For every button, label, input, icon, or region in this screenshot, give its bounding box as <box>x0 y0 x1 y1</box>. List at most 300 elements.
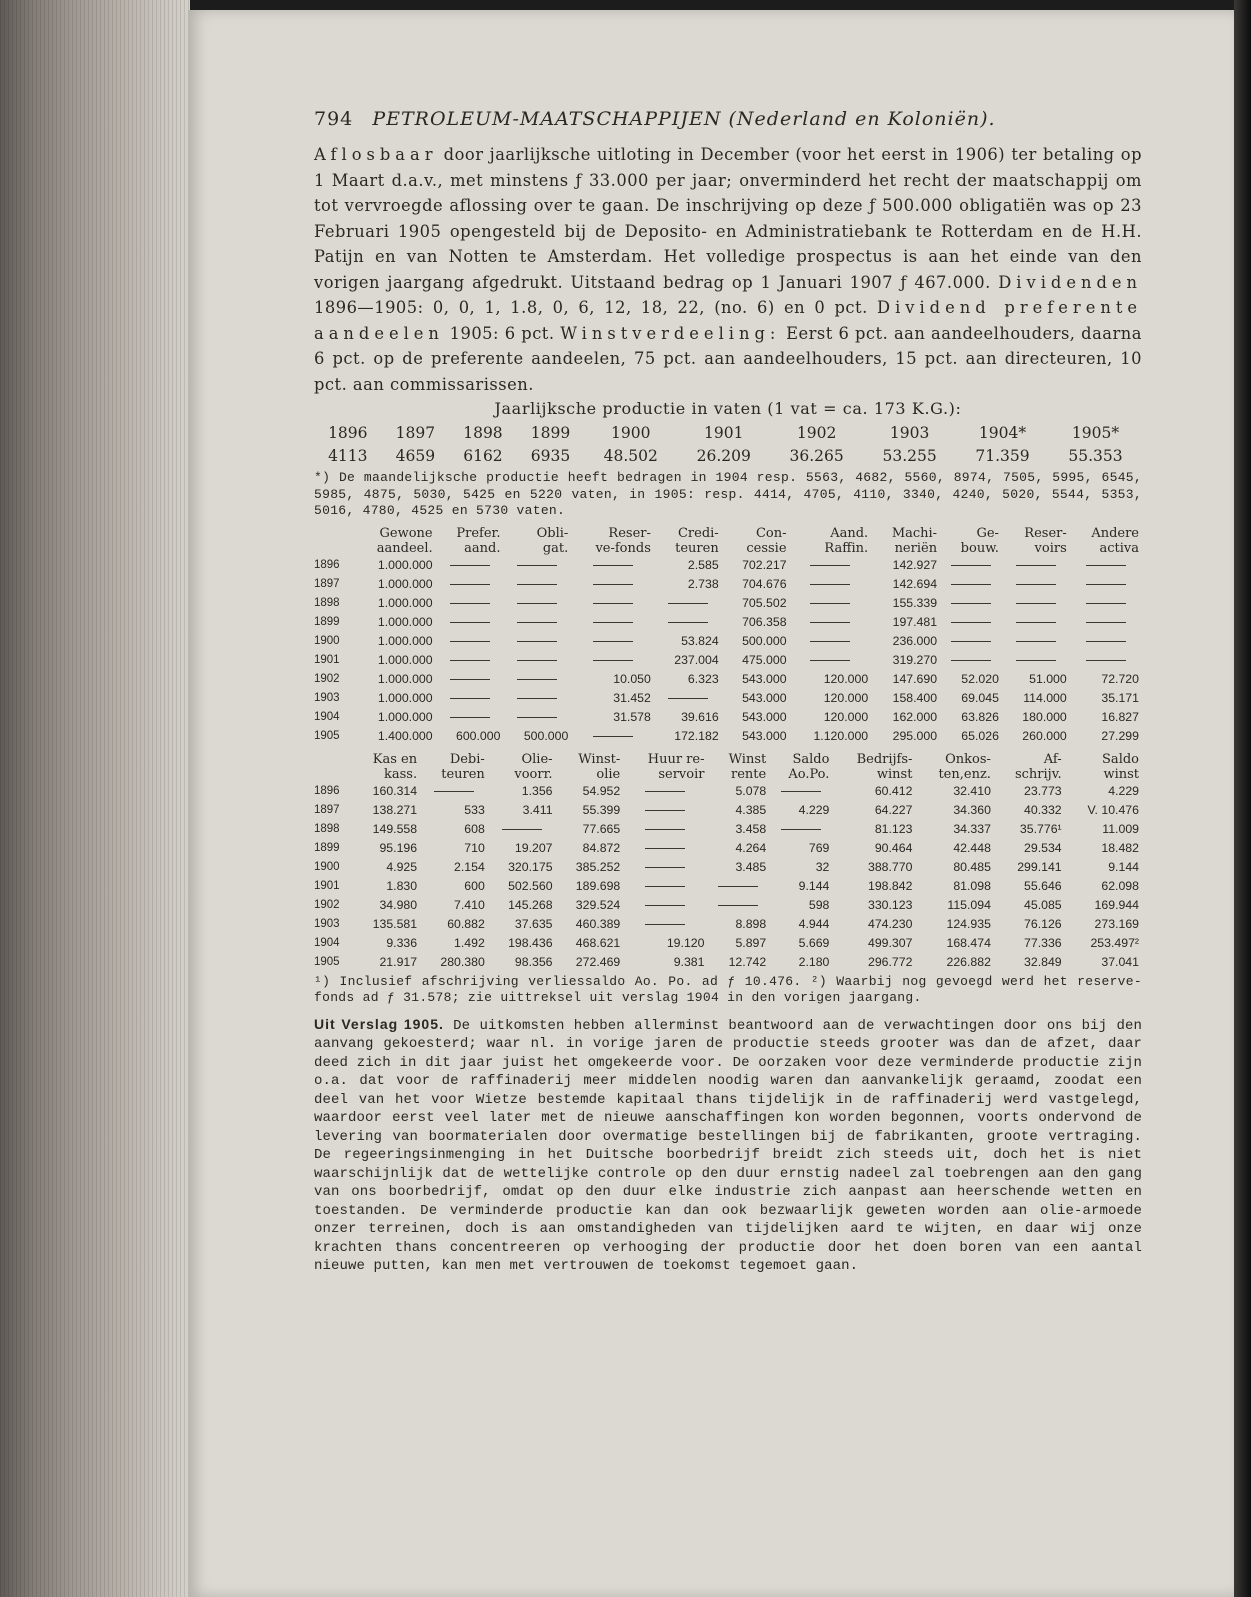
table-cell: 11.009 <box>1102 821 1139 836</box>
table-cell: 253.497² <box>1090 935 1139 950</box>
empty-cell <box>436 708 504 727</box>
table-row <box>314 953 1142 972</box>
table-cell: 114.000 <box>1023 690 1067 705</box>
table-cell: 1.000.000 <box>377 633 433 648</box>
table-cell: 12.742 <box>728 954 767 969</box>
column-header: teuren <box>675 540 719 556</box>
dash-mark <box>1016 660 1056 661</box>
table-cell: 19.120 <box>666 935 705 950</box>
dash-mark <box>1086 565 1126 566</box>
table-cell: 543.000 <box>742 709 787 724</box>
empty-cell <box>436 632 504 651</box>
table-cell: 32.410 <box>953 783 991 798</box>
column-header: Saldo <box>792 751 830 767</box>
table-cell: 1.000.000 <box>377 557 433 572</box>
column-header: Ao.Po. <box>788 766 830 782</box>
dash-mark <box>1016 603 1056 604</box>
production-years-row <box>314 422 1142 445</box>
empty-cell <box>623 896 707 915</box>
production-values-row <box>314 445 1142 468</box>
table-cell: 10.050 <box>613 671 651 686</box>
table-cell: 1.492 <box>454 935 485 950</box>
table-cell: 34.360 <box>953 802 991 817</box>
production-year: 1899 <box>530 424 571 442</box>
table-header-row <box>314 767 1142 782</box>
dash-mark <box>718 886 758 887</box>
dash-mark <box>1086 622 1126 623</box>
dash-mark <box>450 603 490 604</box>
empty-cell <box>1070 575 1142 594</box>
empty-cell <box>654 689 722 708</box>
table-cell: 198.842 <box>867 878 913 893</box>
table-cell: 475.000 <box>742 652 787 667</box>
dash-mark <box>810 660 850 661</box>
page-subtitle: (Nederland en Koloniën). <box>728 108 996 130</box>
empty-cell <box>1002 575 1070 594</box>
dash-mark <box>450 660 490 661</box>
column-header: gat. <box>542 540 569 556</box>
column-header: Andere <box>1091 525 1139 541</box>
empty-cell <box>1070 632 1142 651</box>
table-cell: 1.356 <box>521 783 553 798</box>
column-header: Reser- <box>608 525 651 541</box>
row-year: 1905 <box>314 955 340 968</box>
column-header <box>314 526 352 541</box>
page-title: PETROLEUM-MAATSCHAPPIJEN <box>372 108 722 130</box>
balance-footnote: ¹) Inclusief afschrijving verliessaldo Ao. Po. ad ƒ 10.476. ²) Waarbij nog gevoegd werd het reserve-fonds ad ƒ 31.578; zie uittreksel uit verslag 1904 in den vorigen jaargang. <box>314 973 1142 1005</box>
table-cell: 4.385 <box>735 802 767 817</box>
column-header: ten,enz. <box>938 766 991 782</box>
table-cell: 23.773 <box>1024 783 1062 798</box>
table-header-row <box>314 541 1142 556</box>
table-cell: 69.045 <box>961 690 999 705</box>
table-header-row <box>314 526 1142 541</box>
table-cell: 95.196 <box>379 840 418 855</box>
row-year: 1896 <box>314 784 340 797</box>
dash-mark <box>517 603 557 604</box>
table-cell: 296.772 <box>867 954 913 969</box>
empty-cell <box>790 556 872 575</box>
column-header: olie <box>596 766 621 782</box>
table-row <box>314 670 1142 689</box>
column-header: Con- <box>755 525 787 541</box>
empty-cell <box>571 575 654 594</box>
book-page <box>188 10 1234 1597</box>
table-cell: 162.000 <box>892 709 938 724</box>
table-cell: 6.323 <box>687 671 719 686</box>
table-cell: 37.041 <box>1101 954 1139 969</box>
table-cell: 34.980 <box>379 897 418 912</box>
production-value: 6935 <box>530 447 571 465</box>
empty-cell <box>769 820 832 839</box>
column-header: Obli- <box>536 525 569 541</box>
table-cell: 460.389 <box>575 916 621 931</box>
empty-cell <box>436 594 504 613</box>
dash-mark <box>668 603 708 604</box>
table-cell: 80.485 <box>953 859 991 874</box>
table-cell: 237.004 <box>674 652 719 667</box>
table-cell: 138.271 <box>372 802 418 817</box>
row-year: 1903 <box>314 917 340 930</box>
production-value: 6162 <box>463 447 503 465</box>
table-cell: 608 <box>464 821 485 836</box>
empty-cell <box>790 575 872 594</box>
dash-mark <box>1016 565 1056 566</box>
dash-mark <box>810 565 850 566</box>
table-cell: 704.676 <box>742 576 787 591</box>
dash-mark <box>1016 584 1056 585</box>
column-header: servoir <box>658 766 705 782</box>
empty-cell <box>1070 594 1142 613</box>
running-header <box>314 108 1142 130</box>
dash-mark <box>450 622 490 623</box>
balance-table-2 <box>314 752 1142 972</box>
empty-cell <box>503 689 571 708</box>
empty-cell <box>790 632 872 651</box>
dash-mark <box>517 679 557 680</box>
table-cell: 72.720 <box>1101 671 1139 686</box>
table-cell: 54.952 <box>582 783 621 798</box>
empty-cell <box>1070 556 1142 575</box>
table-cell: 1.000.000 <box>377 614 433 629</box>
book-spine <box>0 0 190 1597</box>
row-year: 1905 <box>314 729 340 742</box>
dash-mark <box>951 641 991 642</box>
table-cell: 272.469 <box>575 954 621 969</box>
table-cell: 29.534 <box>1024 840 1062 855</box>
column-header: Winst- <box>578 751 621 767</box>
table-cell: 39.616 <box>681 709 719 724</box>
row-year: 1899 <box>314 615 340 628</box>
table-row <box>314 915 1142 934</box>
table-cell: 53.824 <box>681 633 719 648</box>
production-year: 1903 <box>889 424 930 442</box>
table-cell: 295.000 <box>892 728 938 743</box>
verslag-text: De uitkomsten hebben allerminst beantwoord aan de verwachtingen door ons bij den aanvang gekoesterd; waar nl. in vorige jaren de productie steeds grooter was dan de afzet, daar deed zich in dit jaar juist het omgekeerde voor. De oorzaken voor deze verminderde productie zijn o.a. dat voor de raffinaderij meer middelen noodig waren dan aanvankelijk geraamd, zoodat een deel van het voor Wietze bestemde kapitaal thans tijdelijk in de raffinaderij werd vastgelegd, waardoor eerst veel later met de nieuwe aanschaffingen kon worden begonnen, voorts ondervond de levering van boormaterialen door overmatige bestellingen bij de fabrikanten, groote vertraging. De regeeringsinmenging in het Duitsche boorbedrijf breidt zich steeds uit, doch het is niet waarschijnlijk dat de wettelijke controle op den duur ernstig nadeel zal toebrengen aan den gang van ons boorbedrijf, omdat op den duur elke industrie zich aanpast aan heerschende wetten en toestanden. De verminderde productie kan dan ook bezwaarlijk geweten worden aan olie-armoede onzer terreinen, doch is aan omstandigheden van tijdelijken aard te wijten, en daar wij onze krachten thans concentreeren op verhooging der productie door het doen boren van een aantal nieuwe putten, kan men met vertrouwen de toekomst tegemoet gaan. <box>314 1017 1142 1274</box>
table-cell: 18.482 <box>1101 840 1139 855</box>
dash-mark <box>593 660 633 661</box>
table-cell: 388.770 <box>867 859 913 874</box>
table-row <box>314 556 1142 575</box>
column-header: activa <box>1099 540 1139 556</box>
table-cell: 55.399 <box>582 802 621 817</box>
empty-cell <box>503 632 571 651</box>
row-year: 1900 <box>314 634 340 647</box>
production-value: 48.502 <box>603 447 658 465</box>
table-cell: 42.448 <box>953 840 991 855</box>
table-cell: 8.898 <box>735 916 767 931</box>
table-cell: 600 <box>464 878 485 893</box>
dash-mark <box>810 584 850 585</box>
production-table <box>314 422 1142 468</box>
dash-mark <box>781 791 821 792</box>
table-cell: 329.524 <box>575 897 621 912</box>
table-row <box>314 575 1142 594</box>
dash-mark <box>645 924 685 925</box>
empty-cell <box>654 594 722 613</box>
table-cell: 145.268 <box>508 897 553 912</box>
column-header: Af- <box>1043 751 1062 767</box>
intro-text-4: Eerst 6 pct. aan aandeelhouders, daarna 6 pct. op de preferente aandeelen, 75 pct. aan aandeelhouders, 15 pct. aan directeuren, 10 pct. aan commissarissen. <box>314 323 1142 394</box>
table-cell: 60.882 <box>447 916 485 931</box>
production-year: 1905* <box>1071 424 1120 442</box>
table-cell: 19.207 <box>514 840 553 855</box>
table-cell: 543.000 <box>742 671 787 686</box>
empty-cell <box>436 575 504 594</box>
table-cell: 330.123 <box>867 897 913 912</box>
table-row <box>314 727 1142 746</box>
column-header: kass. <box>383 766 418 782</box>
empty-cell <box>503 575 571 594</box>
table-cell: 236.000 <box>892 633 938 648</box>
table-cell: 45.085 <box>1024 897 1062 912</box>
production-value: 53.255 <box>882 447 937 465</box>
table-cell: 90.464 <box>874 840 913 855</box>
table-row <box>314 934 1142 953</box>
empty-cell <box>707 896 769 915</box>
dash-mark <box>645 791 685 792</box>
table-cell: 31.452 <box>613 690 651 705</box>
production-year: 1902 <box>796 424 837 442</box>
row-year: 1904 <box>314 710 340 723</box>
dash-mark <box>450 679 490 680</box>
table-cell: 1.000.000 <box>377 709 433 724</box>
table-cell: 543.000 <box>742 690 787 705</box>
dividenden-lead: Dividenden <box>998 272 1142 292</box>
table-cell: 706.358 <box>742 614 787 629</box>
column-header: schrijv. <box>1014 766 1062 782</box>
dash-mark <box>1086 641 1126 642</box>
column-header: aand. <box>464 540 501 556</box>
empty-cell <box>790 651 872 670</box>
row-year: 1897 <box>314 803 340 816</box>
table-cell: 55.646 <box>1024 878 1062 893</box>
dash-mark <box>951 584 991 585</box>
page-edge <box>1234 0 1251 1597</box>
production-value: 71.359 <box>975 447 1030 465</box>
table-cell: 710 <box>464 840 485 855</box>
empty-cell <box>571 594 654 613</box>
production-value: 4659 <box>395 447 436 465</box>
row-year: 1901 <box>314 879 340 892</box>
row-year: 1899 <box>314 841 340 854</box>
production-title: Jaarlijksche productie in vaten (1 vat = ca. 173 K.G.): <box>494 399 962 418</box>
table-cell: 31.578 <box>613 709 651 724</box>
empty-cell <box>503 556 571 575</box>
empty-cell <box>940 594 1002 613</box>
dash-mark <box>450 565 490 566</box>
dash-mark <box>951 565 991 566</box>
empty-cell <box>940 613 1002 632</box>
column-header: cessie <box>746 540 787 556</box>
dash-mark <box>1086 660 1126 661</box>
table-cell: 598 <box>808 897 830 912</box>
page-number: 794 <box>314 108 354 130</box>
table-cell: 32.849 <box>1024 954 1062 969</box>
table-cell: 3.485 <box>735 859 767 874</box>
table-cell: 468.621 <box>575 935 621 950</box>
production-value: 55.353 <box>1068 447 1123 465</box>
dash-mark <box>517 622 557 623</box>
empty-cell <box>436 689 504 708</box>
table-cell: 76.126 <box>1024 916 1062 931</box>
empty-cell <box>769 782 832 801</box>
production-year: 1897 <box>395 424 436 442</box>
row-year: 1896 <box>314 558 340 571</box>
production-year: 1904* <box>978 424 1027 442</box>
empty-cell <box>940 651 1002 670</box>
table-cell: 769 <box>808 840 830 855</box>
empty-cell <box>940 575 1002 594</box>
table-cell: 502.560 <box>508 878 553 893</box>
column-header: aandeel. <box>376 540 433 556</box>
empty-cell <box>1002 556 1070 575</box>
empty-cell <box>940 632 1002 651</box>
table-cell: 160.314 <box>372 783 418 798</box>
table-cell: 3.411 <box>522 802 553 817</box>
dash-mark <box>645 810 685 811</box>
table-cell: 600.000 <box>456 728 501 743</box>
preferent-lead: Dividend preferente aandeelen <box>314 298 1142 343</box>
column-header: Bedrijfs- <box>856 751 913 767</box>
empty-cell <box>503 613 571 632</box>
column-header: Raffin. <box>824 540 869 556</box>
table-cell: 299.141 <box>1017 859 1062 874</box>
empty-cell <box>571 727 654 746</box>
table-cell: 4.229 <box>798 802 830 817</box>
column-header: Gewone <box>379 525 433 541</box>
dash-mark <box>951 603 991 604</box>
table-cell: 2.180 <box>798 954 830 969</box>
column-header: Reser- <box>1024 525 1067 541</box>
table-cell: 543.000 <box>742 728 787 743</box>
row-year: 1902 <box>314 898 340 911</box>
table-cell: 319.270 <box>892 652 938 667</box>
table-header-row <box>314 752 1142 767</box>
dash-mark <box>951 660 991 661</box>
table-cell: 702.217 <box>742 557 787 572</box>
dash-mark <box>1016 622 1056 623</box>
table-cell: 226.882 <box>946 954 991 969</box>
table-cell: 120.000 <box>823 690 869 705</box>
column-header: Kas en <box>372 751 418 767</box>
table-cell: 1.000.000 <box>377 576 433 591</box>
table-cell: 5.669 <box>798 935 830 950</box>
table-cell: 1.000.000 <box>377 690 433 705</box>
table-cell: 500.000 <box>742 633 787 648</box>
table-cell: 147.690 <box>892 671 938 686</box>
dash-mark <box>450 641 490 642</box>
table-cell: 474.230 <box>867 916 913 931</box>
row-year: 1898 <box>314 596 340 609</box>
production-value: 4113 <box>328 447 368 465</box>
row-year: 1901 <box>314 653 340 666</box>
table-cell: 63.826 <box>961 709 999 724</box>
table-cell: 158.400 <box>892 690 938 705</box>
dash-mark <box>593 641 633 642</box>
table-cell: 5.078 <box>735 783 767 798</box>
column-header: Ge- <box>976 525 999 541</box>
table-cell: 51.000 <box>1029 671 1067 686</box>
production-year: 1900 <box>611 424 651 442</box>
balance-table-1 <box>314 526 1142 746</box>
empty-cell <box>488 820 556 839</box>
production-year: 1898 <box>463 424 503 442</box>
empty-cell <box>571 651 654 670</box>
empty-cell <box>1070 613 1142 632</box>
table-cell: 37.635 <box>514 916 553 931</box>
empty-cell <box>571 632 654 651</box>
column-header: Huur re- <box>647 751 705 767</box>
empty-cell <box>623 801 707 820</box>
empty-cell <box>503 594 571 613</box>
row-year: 1898 <box>314 822 340 835</box>
table-row <box>314 613 1142 632</box>
row-year: 1904 <box>314 936 340 949</box>
empty-cell <box>436 613 504 632</box>
table-cell: 16.827 <box>1101 709 1139 724</box>
dash-mark <box>450 698 490 699</box>
table-cell: 5.897 <box>735 935 767 950</box>
column-header: ve-fonds <box>595 540 651 556</box>
empty-cell <box>623 877 707 896</box>
dash-mark <box>517 698 557 699</box>
table-cell: 155.339 <box>892 595 938 610</box>
column-header: Prefer. <box>456 525 501 541</box>
table-cell: 168.474 <box>946 935 991 950</box>
empty-cell <box>1070 651 1142 670</box>
row-year: 1902 <box>314 672 340 685</box>
dash-mark <box>810 603 850 604</box>
table-cell: 1.000.000 <box>377 652 433 667</box>
empty-cell <box>790 594 872 613</box>
dash-mark <box>593 603 633 604</box>
table-cell: 65.026 <box>961 728 999 743</box>
dash-mark <box>718 905 758 906</box>
table-row <box>314 651 1142 670</box>
empty-cell <box>503 670 571 689</box>
table-cell: 40.332 <box>1024 802 1062 817</box>
dash-mark <box>517 565 557 566</box>
table-cell: 260.000 <box>1022 728 1067 743</box>
empty-cell <box>623 782 707 801</box>
dash-mark <box>645 886 685 887</box>
column-header <box>314 752 352 767</box>
table-row <box>314 632 1142 651</box>
table-row <box>314 896 1142 915</box>
production-value: 36.265 <box>789 447 844 465</box>
empty-cell <box>940 556 1002 575</box>
table-cell: 81.098 <box>953 878 991 893</box>
dash-mark <box>1016 641 1056 642</box>
page-content <box>314 108 1142 1276</box>
table-cell: 77.336 <box>1024 935 1062 950</box>
table-cell: 142.694 <box>892 576 938 591</box>
table-cell: 149.558 <box>372 821 418 836</box>
table-cell: 2.154 <box>454 859 485 874</box>
production-year: 1901 <box>703 424 744 442</box>
table-row <box>314 801 1142 820</box>
table-cell: 705.502 <box>742 595 787 610</box>
table-cell: 135.581 <box>372 916 418 931</box>
table-cell: 60.412 <box>874 783 913 798</box>
column-header: Winst <box>728 751 767 767</box>
table-cell: 1.830 <box>386 878 418 893</box>
table-cell: 4.944 <box>798 916 830 931</box>
table-cell: 320.175 <box>508 859 553 874</box>
column-header: voorr. <box>514 766 553 782</box>
table-cell: 385.252 <box>575 859 621 874</box>
